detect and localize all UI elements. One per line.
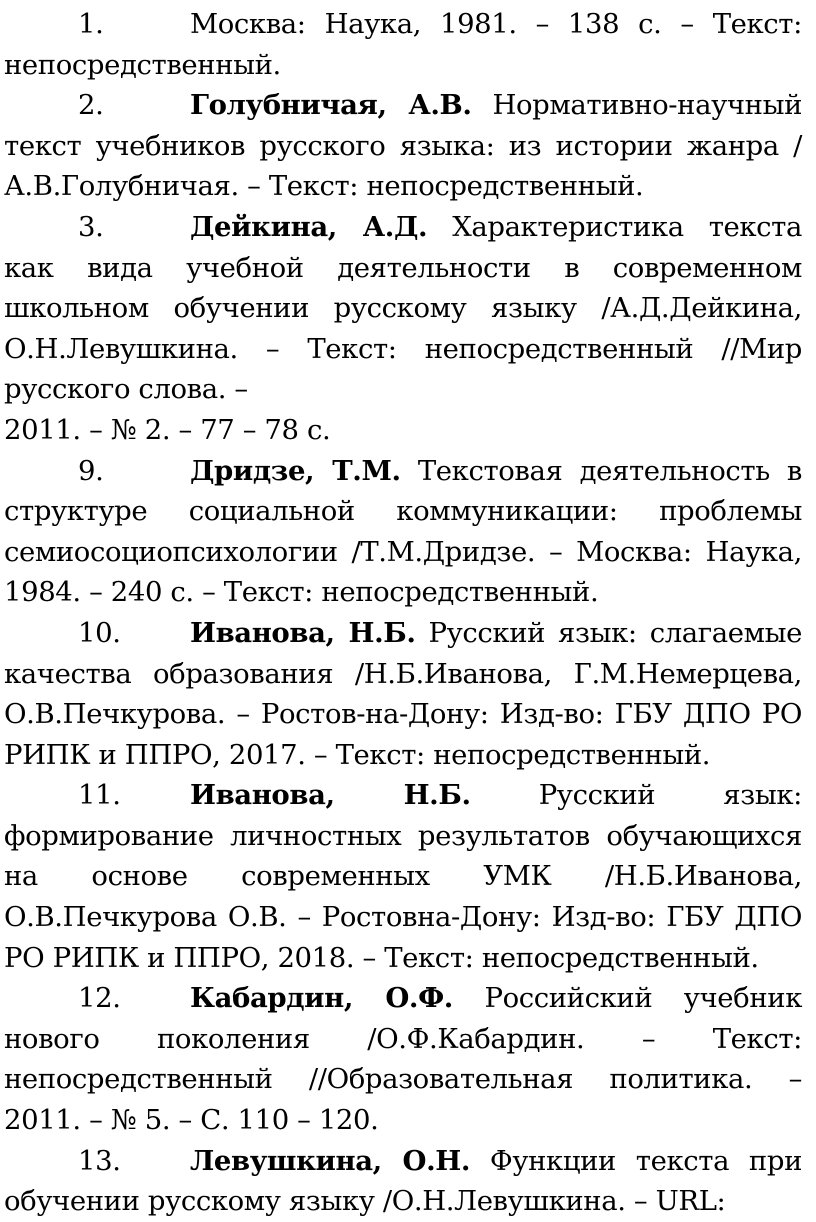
bibliography-entry-13	[4, 1141, 802, 1222]
entry-text: Русский язык: формирование личностных результатов обучающихся на основе современных УМК /Н.Б.Иванова, О.В.Печкурова О.В. – Ростовна-Дону: Изд-во: ГБУ ДПО РО РИПК и ППРО, 2018. – Текст: непосредственный.	[4, 779, 802, 974]
entry-number: 13.	[78, 1144, 121, 1177]
entry-text: Российский учебник нового поколения /О.Ф.Кабардин. – Текст: непосредственный //Образовательная политика. – 2011. – № 5. – С. 110 – 120.	[4, 982, 802, 1137]
entry-number: 11.	[78, 779, 121, 812]
bibliography-entry-9	[4, 451, 802, 613]
entry-number: 3.	[78, 210, 104, 243]
entry-number: 12.	[78, 982, 121, 1015]
entry-author: Иванова, Н.Б.	[190, 779, 471, 812]
entry-text: Москва: Наука, 1981. – 138 с. – Текст: непосредственный.	[4, 8, 802, 81]
entry-number: 9.	[78, 454, 104, 487]
bibliography-entry-12	[4, 978, 802, 1140]
bibliography-entry-11	[4, 775, 802, 978]
bibliography-entry-1	[4, 4, 802, 85]
entry-author: Голубничая, А.В.	[190, 89, 472, 122]
entry-author: Дридзе, Т.М.	[190, 454, 401, 487]
entry-text: Функции текста при обучении русскому языку /О.Н.Левушкина. – URL:	[4, 1144, 802, 1218]
entry-number: 2.	[78, 89, 104, 122]
bibliography-entry-10	[4, 613, 802, 775]
entry-text: Характеристика текста как вида учебной деятельности в современном школьном обучении русскому языку /А.Д.Дейкина, О.Н.Левушкина. – Текст: непосредственный //Мир русского слова. –	[4, 210, 802, 406]
entry-author: Кабардин, О.Ф.	[190, 982, 453, 1015]
entry-text: Текстовая деятельность в структуре социальной коммуникации: проблемы семиосоциопсихологии /Т.М.Дридзе. – Москва: Наука, 1984. – 240 с. – Текст: непосредственный.	[4, 454, 803, 609]
entry-text: Нормативно-научный текст учебников русского языка: из истории жанра /А.В.Голубничая. – Текст: непосредственный.	[4, 89, 802, 203]
entry-author: Дейкина, А.Д.	[190, 210, 428, 243]
bibliography-entry-3-continuation: 2011. – № 2. – 77 – 78 с.	[4, 413, 331, 446]
entry-number: 1.	[78, 8, 104, 40]
bibliography-entry-3	[4, 207, 802, 410]
entry-author: Левушкина, О.Н.	[190, 1144, 471, 1177]
entry-text: Русский язык: слагаемые качества образования /Н.Б.Иванова, Г.М.Немерцева, О.В.Печкурова. – Ростов-на-Дону: Изд-во: ГБУ ДПО РО РИПК и ППРО, 2017. – Текст: непосредственный.	[4, 616, 802, 771]
entry-author: Иванова, Н.Б.	[190, 616, 416, 649]
bibliography-entry-2	[4, 85, 802, 207]
entry-number: 10.	[78, 616, 121, 649]
